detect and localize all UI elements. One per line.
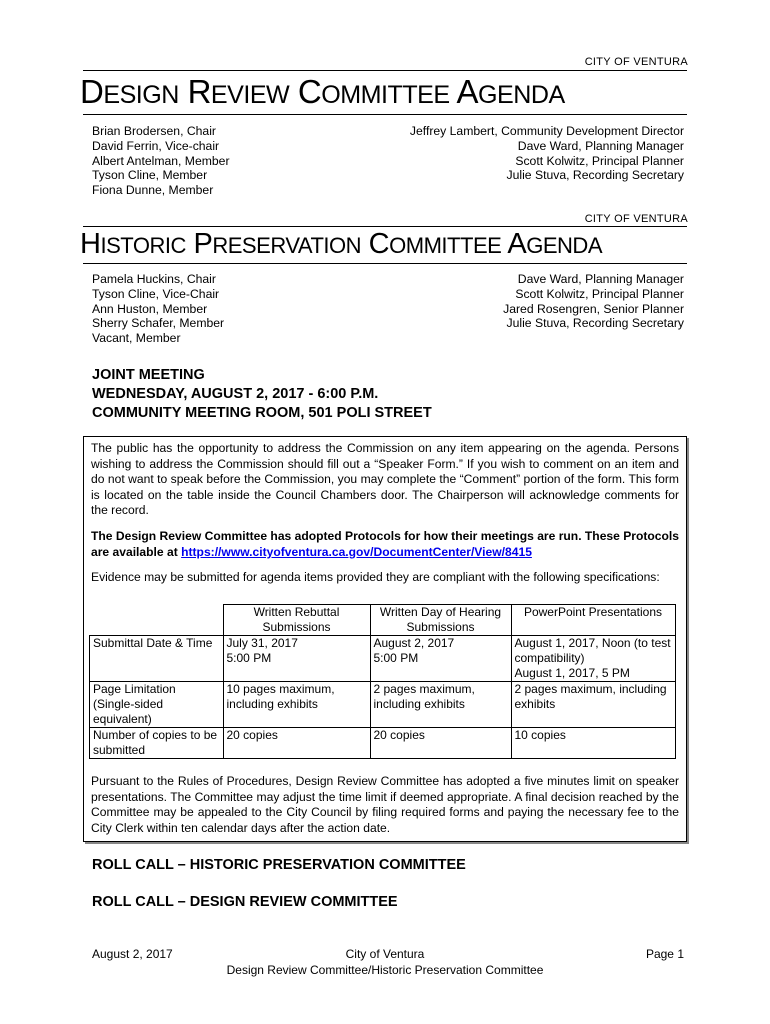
table-cell: August 2, 2017 5:00 PM [370, 636, 511, 682]
footer-committees: Design Review Committee/Historic Preservation Committee [226, 963, 544, 977]
table-row [90, 636, 676, 682]
table-header-cell: Written Rebuttal Submissions [223, 605, 370, 636]
roll-call-drc: ROLL CALL – DESIGN REVIEW COMMITTEE [92, 894, 398, 910]
table-header-cell: Written Day of Hearing Submissions [370, 605, 511, 636]
table-cell: Number of copies to be submitted [90, 728, 224, 759]
footer-date: August 2, 2017 [92, 947, 173, 961]
protocols-text: The Design Review Committee has adopted Protocols for how their meetings are run. These Protocols are available at [91, 529, 680, 559]
drc-member-list [92, 124, 230, 198]
roll-call-hpc: ROLL CALL – HISTORIC PRESERVATION COMMITTEE [92, 857, 466, 873]
hpc-member: Tyson Cline, Vice-Chair [92, 286, 220, 301]
hpc-staff: Dave Ward, Planning Manager [517, 272, 684, 286]
drc-staff-list [340, 124, 684, 183]
hpc-top-rule [83, 226, 687, 227]
drc-bottom-rule [83, 114, 687, 115]
hpc-bottom-rule [83, 263, 687, 264]
evidence-paragraph: Evidence may be submitted for agenda items provided they are compliant with the following specifications: [91, 570, 660, 584]
meeting-location: COMMUNITY MEETING ROOM, 501 POLI STREET [92, 405, 432, 421]
pursuant-paragraph: Pursuant to the Rules of Procedures, Design Review Committee has adopted a five minutes limit on speaker presentations. The Committee may adjust the time limit if deemed appropriate. A final decision reached by the Committee may be appealed to the City Council by filing required forms and paying the necessary fee to the City Clerk within ten calendar days after the action date. [91, 774, 679, 835]
public-comment-paragraph: The public has the opportunity to address the Commission on any item appearing on the agenda. Persons wishing to address the Commission should fill out a “Speaker Form.” If you wish to comment on an item and do not want to speak before the Commission, you may complete the “Comment” portion of the form. This form is located on the table inside the Council Chambers door. The Chairperson will acknowledge comments for the record. [91, 441, 679, 518]
hpc-member: Ann Huston, Member [92, 301, 208, 316]
table-cell: 2 pages maximum, including exhibits [370, 682, 511, 728]
drc-top-rule [83, 70, 687, 71]
protocols-paragraph [91, 529, 679, 560]
drc-staff: Scott Kolwitz, Principal Planner [515, 153, 684, 168]
table-row [90, 728, 676, 759]
footer-page-number: Page 1 [645, 947, 684, 961]
hpc-staff: Jared Rosengren, Senior Planner [503, 301, 684, 316]
table-cell: July 31, 2017 5:00 PM [223, 636, 370, 682]
drc-member: Albert Antelman, Member [92, 153, 230, 168]
meeting-type: JOINT MEETING [92, 367, 205, 383]
drc-member: David Ferrin, Vice-chair [92, 138, 220, 153]
drc-staff: Jeffrey Lambert, Community Development Director [409, 124, 684, 138]
drc-title: DESIGN REVIEW COMMITTEE AGENDA [80, 73, 565, 110]
hpc-staff-list [340, 272, 684, 331]
drc-member: Tyson Cline, Member [92, 168, 208, 183]
table-cell: August 1, 2017, Noon (to test compatibility) August 1, 2017, 5 PM [511, 636, 675, 682]
hpc-staff: Julie Stuva, Recording Secretary [506, 316, 684, 331]
meeting-heading [92, 366, 432, 423]
table-cell: 20 copies [370, 728, 511, 759]
protocols-link[interactable]: https://www.cityofventura.ca.gov/DocumentCenter/View/8415 [181, 544, 532, 559]
hpc-title: HISTORIC PRESERVATION COMMITTEE AGENDA [80, 228, 603, 260]
table-cell: Submittal Date & Time [90, 636, 224, 682]
drc-staff: Julie Stuva, Recording Secretary [506, 168, 684, 183]
submission-spec-table [89, 604, 676, 759]
table-cell: 10 copies [511, 728, 675, 759]
hpc-staff: Scott Kolwitz, Principal Planner [515, 286, 684, 301]
table-header-row [90, 605, 676, 636]
footer-org: City of Ventura [345, 947, 425, 961]
table-header-cell: PowerPoint Presentations [511, 605, 675, 636]
drc-member: Fiona Dunne, Member [92, 183, 214, 198]
hpc-member-list [92, 272, 224, 346]
drc-city-label: CITY OF VENTURA [584, 56, 688, 68]
hpc-member: Vacant, Member [92, 331, 181, 346]
hpc-member: Pamela Huckins, Chair [92, 272, 216, 286]
hpc-city-label: CITY OF VENTURA [584, 213, 688, 225]
table-cell: 20 copies [223, 728, 370, 759]
meeting-datetime: WEDNESDAY, AUGUST 2, 2017 - 6:00 P.M. [92, 386, 379, 402]
table-cell: 2 pages maximum, including exhibits [511, 682, 675, 728]
drc-member: Brian Brodersen, Chair [92, 124, 216, 138]
table-cell: 10 pages maximum, including exhibits [223, 682, 370, 728]
table-cell: Page Limitation (Single-sided equivalent) [90, 682, 224, 728]
drc-staff: Dave Ward, Planning Manager [517, 138, 684, 153]
table-header-cell [90, 605, 224, 636]
table-row [90, 682, 676, 728]
hpc-member: Sherry Schafer, Member [92, 316, 225, 331]
